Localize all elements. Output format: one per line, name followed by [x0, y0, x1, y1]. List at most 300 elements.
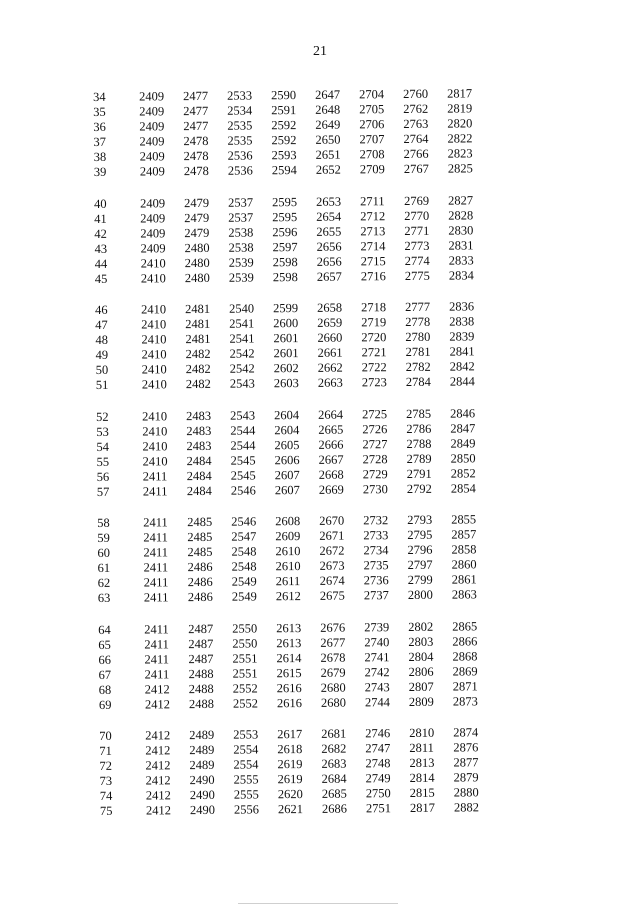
row-index-cell: 58	[97, 515, 110, 530]
value-cell: 2841	[449, 344, 475, 359]
value-cell: 2619	[277, 757, 303, 772]
value-cell: 2665	[318, 422, 344, 437]
value-cell: 2860	[451, 557, 477, 572]
value-cell: 2830	[448, 222, 474, 238]
value-cell: 2554	[233, 757, 259, 772]
page-number: 21	[313, 44, 327, 59]
value-cell: 2551	[232, 650, 258, 666]
scan-edge-mark	[238, 903, 398, 904]
value-cell: 2539	[228, 269, 254, 285]
value-cell: 2484	[186, 468, 212, 483]
row-index-cell: 67	[98, 667, 112, 682]
value-cell: 2814	[409, 770, 435, 785]
value-cell: 2716	[360, 268, 386, 283]
value-cell: 2608	[275, 514, 301, 529]
value-cell: 2656	[316, 239, 342, 254]
value-cell: 2487	[188, 621, 214, 636]
row-index-cell: 37	[93, 134, 107, 149]
value-cell: 2667	[318, 452, 344, 467]
value-cell: 2490	[189, 787, 215, 803]
value-cell: 2553	[233, 727, 259, 742]
value-cell: 2484	[186, 483, 212, 498]
value-cell: 2868	[452, 648, 478, 664]
value-cell: 2616	[276, 695, 302, 710]
value-cell: 2820	[447, 116, 473, 131]
value-cell: 2544	[230, 422, 256, 438]
row-index-cell: 66	[98, 652, 112, 667]
value-cell: 2537	[228, 209, 254, 225]
value-cell: 2411	[143, 590, 169, 605]
value-cell: 2796	[407, 542, 433, 557]
value-cell: 2657	[316, 269, 342, 284]
value-cell: 2542	[229, 361, 255, 376]
value-cell: 2766	[403, 146, 429, 162]
value-cell: 2489	[189, 727, 215, 743]
value-cell: 2543	[229, 376, 255, 391]
value-cell: 2591	[271, 103, 297, 118]
row-index-cell: 41	[94, 211, 107, 226]
value-cell: 2737	[363, 588, 389, 603]
value-cell: 2599	[273, 301, 299, 316]
value-cell: 2541	[229, 316, 255, 331]
value-cell: 2854	[450, 480, 476, 496]
value-cell: 2742	[364, 664, 390, 679]
row-index-cell: 59	[97, 530, 110, 545]
value-cell: 2684	[321, 771, 347, 786]
value-cell: 2604	[274, 407, 300, 422]
value-cell: 2729	[362, 466, 388, 481]
value-cell: 2611	[275, 574, 301, 589]
value-cell: 2873	[452, 693, 478, 709]
value-cell: 2712	[360, 208, 386, 223]
value-cell: 2658	[317, 300, 343, 315]
value-cell: 2596	[272, 224, 298, 239]
value-cell: 2653	[316, 194, 342, 209]
value-cell: 2721	[361, 345, 387, 360]
row-index-cell: 51	[95, 377, 109, 392]
row-index-cell: 49	[95, 347, 109, 362]
value-cell: 2412	[145, 788, 171, 803]
value-cell: 2410	[141, 317, 167, 332]
value-cell: 2411	[143, 575, 169, 590]
value-cell: 2831	[448, 237, 474, 253]
value-cell: 2590	[271, 88, 297, 103]
value-cell: 2595	[272, 209, 298, 224]
value-cell: 2592	[271, 133, 297, 148]
value-cell: 2806	[408, 664, 434, 679]
value-cell: 2607	[274, 467, 300, 482]
value-cell: 2861	[451, 572, 477, 587]
value-cell: 2477	[183, 103, 209, 119]
row-index-cell: 40	[94, 196, 107, 211]
value-cell: 2791	[406, 466, 432, 481]
value-cell: 2764	[403, 131, 429, 147]
value-cell: 2663	[317, 375, 343, 390]
row-index-cell: 65	[98, 637, 111, 652]
value-cell: 2555	[233, 787, 259, 802]
value-cell: 2598	[272, 254, 298, 269]
value-cell: 2485	[187, 529, 213, 545]
value-cell: 2718	[361, 300, 387, 315]
row-index-cell: 36	[93, 119, 106, 134]
value-cell: 2795	[407, 527, 433, 542]
value-cell: 2602	[273, 361, 299, 376]
value-cell: 2769	[404, 193, 430, 208]
value-cell: 2544	[230, 437, 256, 453]
value-cell: 2660	[317, 330, 343, 345]
value-cell: 2747	[365, 741, 391, 756]
row-index-cell: 56	[96, 469, 110, 484]
value-cell: 2409	[140, 210, 166, 226]
value-cell: 2549	[231, 574, 257, 589]
value-cell: 2661	[317, 345, 343, 360]
value-cell: 2813	[409, 755, 435, 770]
value-cell: 2647	[314, 87, 341, 102]
value-cell: 2490	[189, 772, 215, 788]
value-cell: 2749	[365, 771, 391, 786]
row-index-cell: 39	[93, 164, 107, 179]
value-cell: 2682	[321, 741, 347, 756]
value-cell: 2552	[232, 680, 258, 696]
value-cell: 2480	[184, 240, 210, 255]
value-cell: 2751	[365, 801, 391, 816]
table-block	[3, 404, 640, 500]
value-cell: 2770	[404, 208, 430, 223]
value-cell: 2792	[406, 481, 432, 496]
value-cell: 2785	[406, 406, 432, 421]
value-cell: 2655	[316, 224, 342, 239]
value-cell: 2486	[187, 574, 213, 590]
value-cell: 2600	[273, 316, 299, 331]
value-cell: 2708	[359, 147, 385, 162]
value-cell: 2551	[232, 665, 258, 681]
value-cell: 2874	[453, 725, 479, 740]
value-cell: 2409	[139, 104, 165, 119]
table-block	[0, 85, 640, 181]
value-cell: 2604	[274, 422, 300, 437]
row-index-cell: 44	[94, 256, 108, 271]
value-cell: 2595	[272, 194, 298, 209]
value-cell: 2839	[449, 329, 475, 344]
value-cell: 2676	[320, 620, 346, 635]
value-cell: 2732	[363, 513, 389, 528]
value-cell: 2411	[143, 560, 169, 575]
value-cell: 2782	[405, 359, 431, 374]
value-cell: 2669	[318, 482, 344, 497]
value-cell: 2409	[139, 134, 165, 149]
value-cell: 2481	[185, 331, 211, 347]
value-cell: 2483	[186, 408, 212, 423]
value-cell: 2410	[141, 302, 167, 317]
value-cell: 2410	[141, 332, 167, 347]
value-cell: 2479	[184, 210, 210, 225]
value-cell: 2410	[142, 453, 168, 469]
value-cell: 2762	[403, 101, 429, 117]
value-cell: 2834	[448, 267, 474, 283]
value-cell: 2880	[453, 785, 479, 800]
value-cell: 2597	[272, 239, 298, 254]
value-cell: 2817	[446, 86, 473, 101]
value-cell: 2545	[230, 467, 256, 483]
value-cell: 2412	[145, 758, 171, 773]
value-cell: 2601	[273, 331, 299, 346]
value-cell: 2410	[142, 408, 168, 424]
value-cell: 2659	[317, 315, 343, 330]
value-cell: 2480	[184, 255, 210, 270]
value-cell: 2619	[277, 772, 303, 787]
value-cell: 2482	[185, 346, 211, 362]
value-cell: 2536	[227, 148, 253, 163]
value-cell: 2487	[188, 651, 214, 666]
value-cell: 2549	[231, 589, 257, 604]
value-cell: 2664	[318, 407, 344, 422]
value-cell: 2666	[318, 437, 344, 452]
value-cell: 2850	[450, 450, 476, 466]
value-cell: 2750	[365, 786, 391, 801]
value-cell: 2877	[453, 755, 479, 770]
value-cell: 2412	[144, 681, 170, 697]
row-index-cell: 35	[93, 104, 106, 119]
value-cell: 2411	[142, 468, 168, 484]
value-cell: 2541	[229, 331, 255, 346]
value-cell: 2810	[409, 725, 435, 740]
value-cell: 2705	[359, 102, 385, 117]
value-cell: 2411	[143, 515, 168, 530]
row-index-cell: 48	[95, 332, 108, 347]
value-cell: 2543	[230, 407, 256, 423]
value-cell: 2662	[317, 360, 343, 375]
value-cell: 2723	[361, 375, 387, 390]
value-cell: 2740	[364, 634, 390, 649]
value-cell: 2827	[448, 192, 474, 208]
value-cell: 2537	[228, 194, 254, 210]
row-index-cell: 74	[99, 788, 113, 803]
value-cell: 2607	[274, 482, 300, 497]
row-index-cell: 46	[95, 302, 108, 317]
value-cell: 2786	[406, 421, 432, 436]
value-cell: 2847	[450, 420, 476, 436]
value-cell: 2748	[365, 756, 391, 771]
row-index-cell: 50	[95, 362, 109, 377]
row-index-cell: 60	[97, 545, 111, 560]
value-cell: 2483	[186, 438, 212, 453]
value-cell: 2489	[189, 742, 215, 758]
value-cell: 2879	[453, 770, 479, 785]
value-cell: 2825	[447, 161, 473, 176]
value-cell: 2550	[232, 635, 258, 651]
value-cell: 2411	[143, 530, 168, 545]
value-cell: 2605	[274, 437, 300, 452]
value-cell: 2555	[233, 772, 259, 787]
value-cell: 2409	[140, 195, 166, 211]
value-cell: 2683	[321, 756, 347, 771]
value-cell: 2548	[231, 559, 257, 574]
value-cell: 2793	[407, 512, 433, 527]
value-cell: 2735	[363, 558, 389, 573]
value-cell: 2534	[227, 103, 253, 118]
value-cell: 2479	[184, 225, 210, 240]
value-cell: 2771	[404, 223, 430, 238]
value-cell: 2545	[230, 452, 256, 468]
value-cell: 2763	[403, 116, 429, 132]
value-cell: 2546	[230, 482, 256, 498]
value-cell: 2842	[449, 359, 475, 374]
value-cell: 2412	[145, 803, 171, 818]
value-cell: 2833	[448, 252, 474, 268]
value-cell: 2409	[139, 119, 165, 134]
row-index-cell: 52	[96, 409, 109, 424]
row-index-cell: 62	[97, 575, 111, 590]
value-cell: 2857	[451, 527, 477, 542]
value-cell: 2556	[233, 802, 259, 817]
table-block	[5, 617, 640, 713]
value-cell: 2552	[232, 695, 258, 711]
value-cell: 2720	[361, 330, 387, 345]
value-cell: 2788	[406, 436, 432, 451]
row-index-cell: 47	[95, 317, 108, 332]
value-cell: 2670	[319, 513, 345, 528]
value-cell: 2554	[233, 742, 259, 757]
value-cell: 2807	[408, 679, 434, 694]
value-cell: 2486	[187, 559, 213, 575]
value-cell: 2411	[144, 636, 169, 652]
table-block	[6, 724, 640, 820]
value-cell: 2865	[452, 618, 478, 634]
row-index-cell: 75	[99, 803, 113, 818]
value-cell: 2802	[408, 619, 434, 634]
value-cell: 2869	[452, 663, 478, 679]
value-cell: 2711	[360, 193, 385, 208]
value-cell: 2844	[449, 374, 475, 389]
value-cell: 2486	[187, 589, 213, 605]
value-cell: 2536	[227, 163, 253, 178]
value-cell: 2704	[358, 87, 385, 102]
value-cell: 2741	[364, 649, 390, 664]
value-cell: 2548	[231, 544, 257, 559]
value-cell: 2538	[228, 224, 254, 240]
value-cell: 2743	[364, 679, 390, 694]
value-cell: 2863	[451, 587, 477, 602]
value-cell: 2617	[277, 727, 303, 742]
value-cell: 2535	[227, 133, 253, 148]
value-cell: 2855	[451, 512, 477, 527]
value-cell: 2546	[231, 514, 257, 529]
value-cell: 2728	[362, 451, 388, 466]
value-cell: 2882	[453, 800, 479, 815]
row-index-cell: 42	[94, 226, 107, 241]
value-cell: 2488	[188, 666, 214, 681]
value-cell: 2612	[275, 589, 301, 604]
value-cell: 2652	[315, 162, 341, 177]
value-cell: 2410	[141, 377, 167, 392]
value-cell: 2410	[142, 438, 168, 454]
value-cell: 2479	[184, 195, 210, 210]
value-cell: 2876	[453, 740, 479, 755]
value-cell: 2409	[139, 89, 165, 104]
value-cell: 2707	[359, 132, 385, 147]
row-index-cell: 45	[94, 271, 108, 286]
value-cell: 2649	[315, 117, 341, 132]
value-cell: 2593	[271, 148, 297, 163]
value-cell: 2606	[274, 452, 300, 467]
value-cell: 2482	[185, 376, 211, 392]
value-cell: 2722	[361, 360, 387, 375]
value-cell: 2671	[319, 528, 345, 543]
value-cell: 2490	[189, 802, 215, 818]
row-index-cell: 63	[97, 590, 111, 605]
value-cell: 2836	[449, 299, 475, 314]
value-cell: 2485	[187, 514, 213, 530]
row-index-cell: 68	[98, 682, 112, 697]
value-cell: 2485	[187, 544, 213, 560]
value-cell: 2533	[227, 88, 253, 103]
value-cell: 2797	[407, 557, 433, 572]
value-cell: 2610	[275, 544, 301, 559]
value-cell: 2618	[277, 742, 303, 757]
value-cell: 2480	[184, 270, 210, 285]
value-cell: 2781	[405, 344, 431, 359]
value-cell: 2706	[359, 117, 385, 132]
value-cell: 2774	[404, 253, 430, 268]
value-cell: 2680	[320, 695, 346, 710]
value-cell: 2746	[365, 726, 391, 741]
table-block	[4, 511, 640, 607]
value-cell: 2789	[406, 451, 432, 466]
value-cell: 2535	[227, 118, 253, 133]
value-cell: 2538	[228, 239, 254, 255]
row-index-cell: 61	[97, 560, 111, 575]
value-cell: 2409	[140, 240, 166, 256]
value-cell: 2713	[360, 223, 386, 238]
row-index-cell: 53	[96, 424, 109, 439]
value-cell: 2621	[277, 802, 303, 817]
value-cell: 2871	[452, 678, 478, 694]
value-cell: 2815	[409, 785, 435, 800]
value-cell: 2542	[229, 346, 255, 361]
value-cell: 2484	[186, 453, 212, 468]
value-cell: 2410	[140, 270, 166, 286]
value-cell: 2852	[450, 465, 476, 481]
value-cell: 2412	[145, 728, 171, 743]
value-cell: 2760	[402, 86, 429, 102]
value-cell: 2481	[185, 301, 211, 317]
value-cell: 2846	[450, 405, 476, 421]
value-cell: 2811	[409, 740, 434, 755]
value-cell: 2409	[139, 149, 165, 164]
value-cell: 2744	[364, 694, 390, 709]
row-index-cell: 72	[99, 758, 113, 773]
row-index-cell: 34	[93, 89, 106, 104]
value-cell: 2736	[363, 573, 389, 588]
value-cell: 2727	[362, 436, 388, 451]
value-cell: 2725	[362, 406, 388, 421]
value-cell: 2777	[405, 299, 431, 315]
value-cell: 2679	[320, 665, 346, 680]
value-cell: 2614	[276, 650, 302, 665]
value-cell: 2601	[273, 346, 299, 361]
value-cell: 2784	[405, 374, 431, 389]
value-cell: 2411	[144, 666, 170, 682]
value-cell: 2828	[448, 207, 474, 223]
value-cell: 2672	[319, 543, 345, 558]
value-cell: 2613	[276, 620, 302, 635]
value-cell: 2733	[363, 528, 389, 543]
value-cell: 2780	[405, 329, 431, 344]
value-cell: 2778	[405, 314, 431, 330]
value-cell: 2477	[183, 88, 209, 104]
value-cell: 2809	[408, 694, 434, 709]
value-cell: 2680	[320, 680, 346, 695]
